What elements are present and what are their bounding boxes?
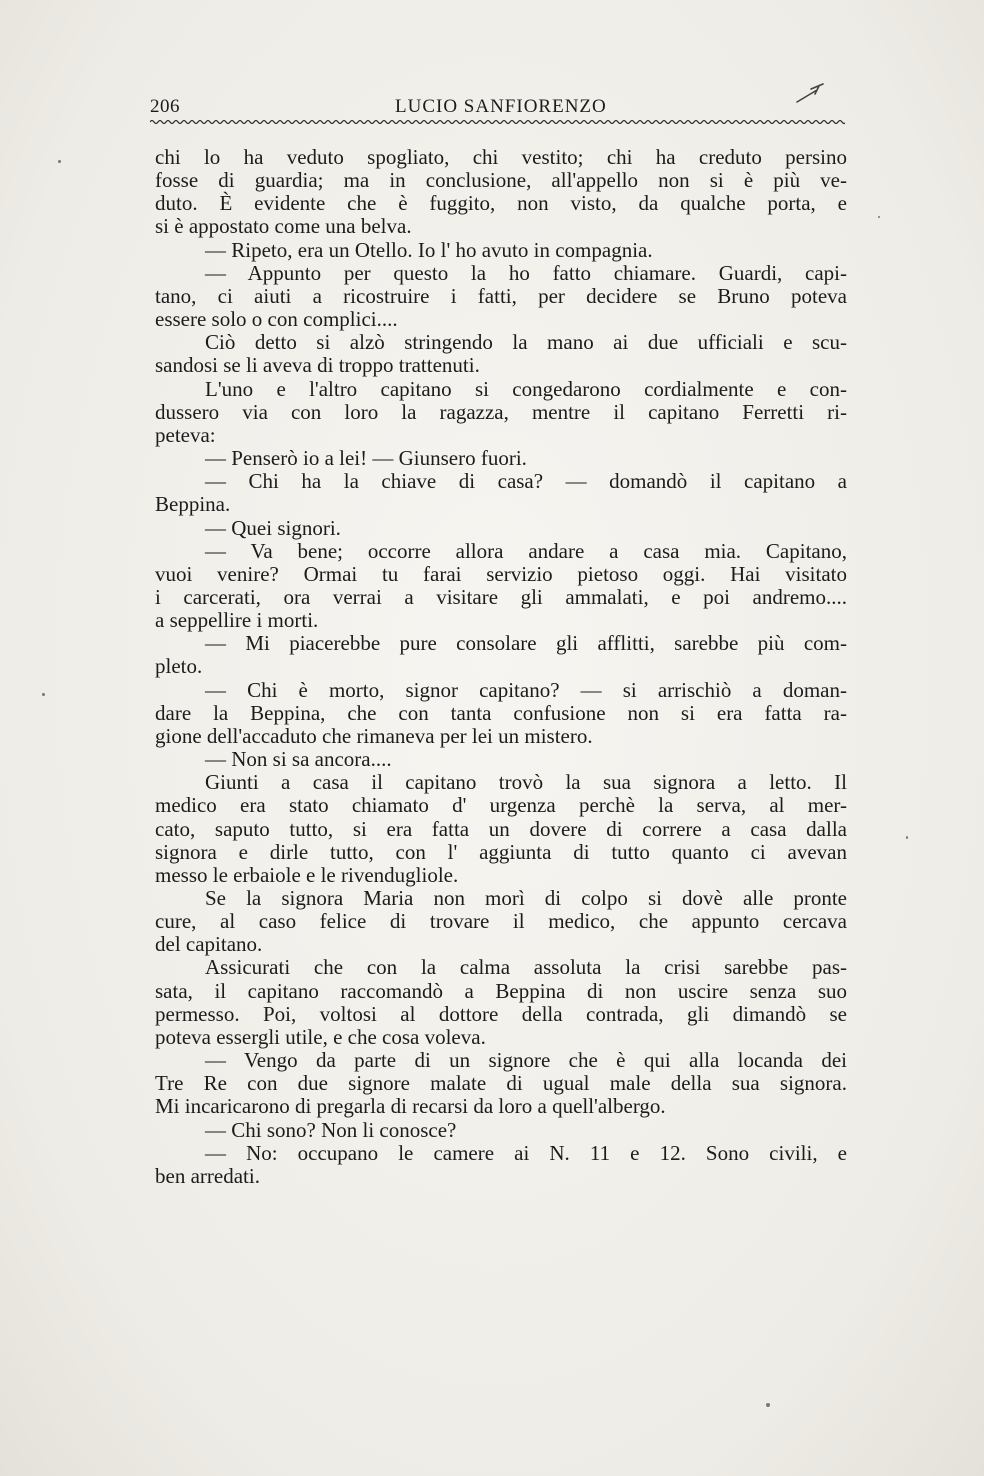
text-line: i carcerati, ora verrai a visitare gli ammalati, e poi andremo.... xyxy=(155,584,847,609)
text-line: Mi incaricarono di pregarla di recarsi da loro a quell'albergo. xyxy=(155,1094,666,1119)
text-line: cure, al caso felice di trovare il medico, che appunto cercava xyxy=(155,909,847,934)
print-speck xyxy=(878,216,880,218)
running-head: LUCIO SANFIORENZO xyxy=(395,96,607,117)
print-speck xyxy=(42,693,45,696)
text-line: Giunti a casa il capitano trovò la sua signora a letto. Il xyxy=(205,770,847,795)
text-line: duto. È evidente che è fuggito, non visto, da qualche porta, e xyxy=(155,191,847,216)
text-line: — No: occupano le camere ai N. 11 e 12. Sono civili, e xyxy=(205,1140,847,1165)
text-line: — Penserò io a lei! — Giunsero fuori. xyxy=(205,446,527,471)
text-line: vuoi venire? Ormai tu farai servizio pietoso oggi. Hai visitato xyxy=(155,561,847,586)
page-number: 206 xyxy=(150,96,180,117)
text-line: — Quei signori. xyxy=(205,515,341,540)
text-line: permesso. Poi, voltosi al dottore della contrada, gli dimandò se xyxy=(155,1001,847,1026)
text-line: del capitano. xyxy=(155,932,263,957)
wavy-rule xyxy=(150,118,845,126)
text-line: a seppellire i morti. xyxy=(155,608,319,633)
text-line: — Chi sono? Non li conosce? xyxy=(205,1117,457,1142)
text-line: ben arredati. xyxy=(155,1163,260,1188)
text-line: — Ripeto, era un Otello. Io l' ho avuto in compagnia. xyxy=(205,237,653,262)
print-speck xyxy=(58,160,61,163)
page-header xyxy=(150,92,845,126)
text-line: si è appostato come una belva. xyxy=(155,214,412,239)
text-line: Tre Re con due signore malate di ugual male della sua signora. xyxy=(155,1071,847,1096)
text-line: sandosi se li aveva di troppo trattenuti. xyxy=(155,353,480,378)
text-line: dussero via con loro la ragazza, mentre il capitano Ferretti ri- xyxy=(155,399,847,424)
text-line: — Appunto per questo la ho fatto chiamare. Guardi, capi- xyxy=(205,260,847,285)
text-line: Se la signora Maria non morì di colpo si dovè alle pronte xyxy=(205,886,847,910)
text-line: — Va bene; occorre allora andare a casa mia. Capitano, xyxy=(205,538,847,563)
text-line: sata, il capitano raccomandò a Beppina di non uscire senza suo xyxy=(155,978,847,1003)
text-line: fosse di guardia; ma in conclusione, all'appello non si è più ve- xyxy=(155,168,847,193)
text-line: — Vengo da parte di un signore che è qui alla locanda dei xyxy=(205,1048,847,1073)
text-line: peteva: xyxy=(155,422,216,447)
text-line: gione dell'accaduto che rimaneva per lei un mistero. xyxy=(155,723,593,748)
text-line: — Chi ha la chiave di casa? — domandò il capitano a xyxy=(205,469,847,494)
text-line: medico era stato chiamato d' urgenza perchè la serva, al mer- xyxy=(155,793,847,818)
text-line: — Non si sa ancora.... xyxy=(205,747,392,772)
text-line: Assicurati che con la calma assoluta la crisi sarebbe pas- xyxy=(205,955,847,980)
text-line: L'uno e l'altro capitano si congedarono cordialmente e con- xyxy=(205,376,847,401)
text-line: — Chi è morto, signor capitano? — si arrischiò a doman- xyxy=(205,677,847,702)
text-line: pleto. xyxy=(155,654,203,679)
text-line: poteva essergli utile, e che cosa voleva. xyxy=(155,1024,486,1049)
body-text xyxy=(155,146,847,1188)
text-line: Ciò detto si alzò stringendo la mano ai due ufficiali e scu- xyxy=(205,330,847,355)
text-line: messo le erbaiole e le rivendugliole. xyxy=(155,862,459,887)
text-line: signora e dirle tutto, con l' aggiunta di tutto quanto ci avevan xyxy=(155,839,847,864)
text-line: cato, saputo tutto, si era fatta un dovere di correre a casa dalla xyxy=(155,816,847,841)
text-line: Beppina. xyxy=(155,492,231,517)
text-line: chi lo ha veduto spogliato, chi vestito; chi ha creduto persino xyxy=(155,145,847,169)
text-line: tano, ci aiuti a ricostruire i fatti, per decidere se Bruno poteva xyxy=(155,283,847,308)
text-line: — Mi piacerebbe pure consolare gli afflitti, sarebbe più com- xyxy=(205,631,847,656)
text-line: dare la Beppina, che con tanta confusione non si era fatta ra- xyxy=(155,700,847,725)
print-speck xyxy=(906,836,908,839)
pencil-mark-icon xyxy=(793,80,827,110)
text-line: essere solo o con complici.... xyxy=(155,307,398,332)
print-speck xyxy=(766,1403,770,1407)
